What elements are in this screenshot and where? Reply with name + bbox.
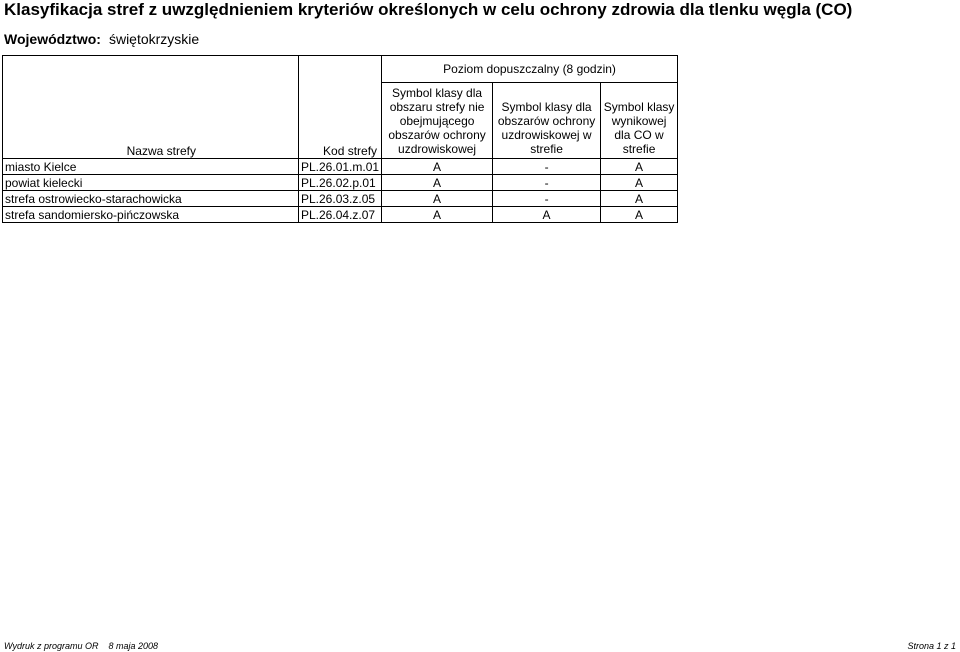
- header-code: Kod strefy: [299, 56, 382, 159]
- cell-code: PL.26.04.z.07: [299, 207, 382, 223]
- footer-page-number: Strona 1 z 1: [907, 641, 956, 651]
- cell-b: -: [493, 159, 601, 175]
- classification-table: [2, 55, 678, 223]
- cell-b: -: [493, 191, 601, 207]
- header-col-a: Symbol klasy dla obszaru strefy nie obejmującego obszarów ochrony uzdrowiskowej: [382, 83, 493, 159]
- cell-b: -: [493, 175, 601, 191]
- cell-name: miasto Kielce: [3, 159, 299, 175]
- cell-name: powiat kielecki: [3, 175, 299, 191]
- header-col-b: Symbol klasy dla obszarów ochrony uzdrowiskowej w strefie: [493, 83, 601, 159]
- voivodeship-value: świętokrzyskie: [108, 31, 200, 47]
- cell-c: A: [601, 159, 678, 175]
- group-header-row: [3, 56, 678, 83]
- cell-c: A: [601, 191, 678, 207]
- header-col-c: Symbol klasy wynikowej dla CO w strefie: [601, 83, 678, 159]
- header-group-limit: Poziom dopuszczalny (8 godzin): [382, 56, 678, 83]
- table-row: [3, 207, 678, 223]
- voivodeship-line: [4, 30, 199, 48]
- cell-c: A: [601, 207, 678, 223]
- cell-a: A: [382, 175, 493, 191]
- cell-c: A: [601, 175, 678, 191]
- cell-name: strefa ostrowiecko-starachowicka: [3, 191, 299, 207]
- page-title: Klasyfikacja stref z uwzględnieniem kryteriów określonych w celu ochrony zdrowia dla tlenku węgla (CO): [4, 0, 853, 19]
- cell-name: strefa sandomiersko-pińczowska: [3, 207, 299, 223]
- header-name: Nazwa strefy: [3, 56, 299, 159]
- cell-code: PL.26.03.z.05: [299, 191, 382, 207]
- cell-a: A: [382, 191, 493, 207]
- voivodeship-label: Województwo:: [4, 31, 101, 47]
- cell-b: A: [493, 207, 601, 223]
- table-row: [3, 159, 678, 175]
- table-row: [3, 175, 678, 191]
- cell-code: PL.26.01.m.01: [299, 159, 382, 175]
- cell-code: PL.26.02.p.01: [299, 175, 382, 191]
- table-row: [3, 191, 678, 207]
- cell-a: A: [382, 159, 493, 175]
- footer-print-info: Wydruk z programu OR 8 maja 2008: [4, 641, 159, 651]
- cell-a: A: [382, 207, 493, 223]
